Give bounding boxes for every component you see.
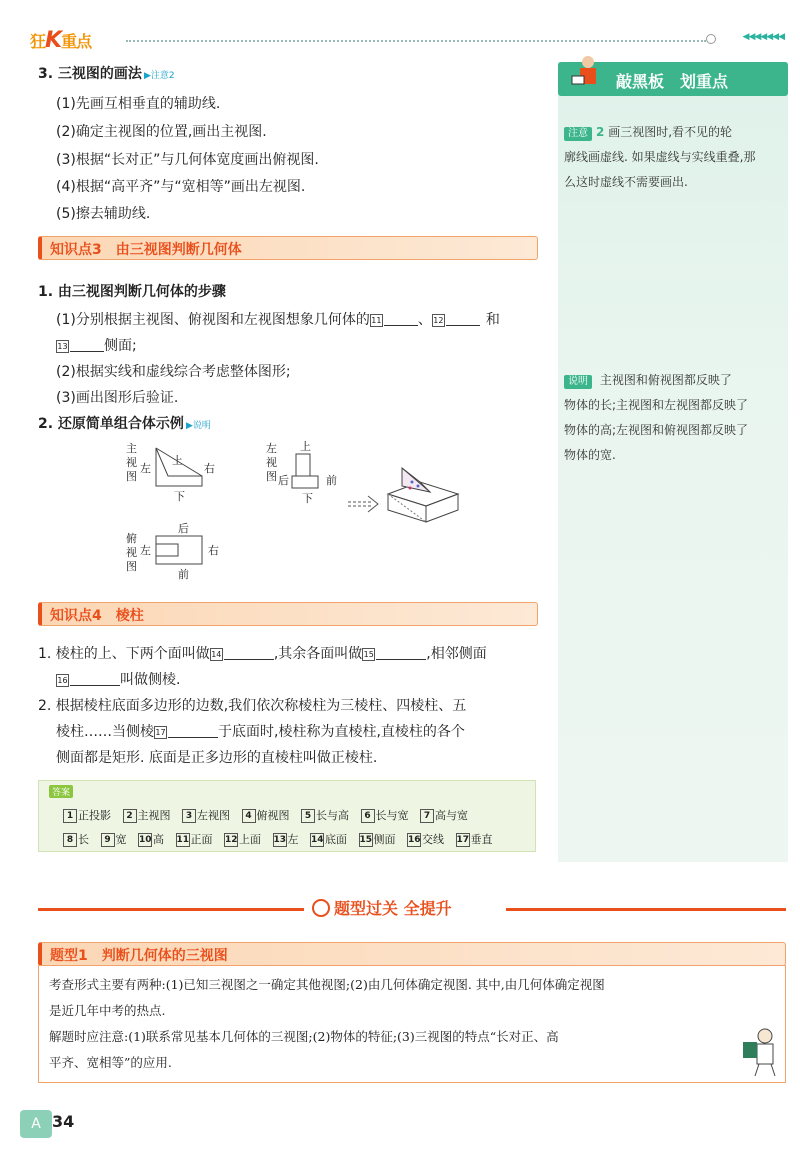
- note-1-line-2: 廓线画虚线. 如果虚线与实线重叠,那: [564, 150, 756, 164]
- type1-line-2: 是近几年中考的热点.: [49, 1003, 166, 1018]
- section3-step-1: (1)先画互相垂直的辅助线.: [56, 96, 221, 112]
- front-view: [126, 442, 215, 503]
- footer-a-icon: A: [20, 1110, 52, 1138]
- answer-item: [63, 809, 111, 822]
- kp3-line-2: (2)根据实线和虚线综合考虑整体图形;: [56, 364, 291, 380]
- top-view-inner: [156, 544, 178, 556]
- kp3-and: 和: [485, 312, 500, 328]
- answer-text: 长: [78, 833, 89, 846]
- answer-item: [301, 809, 349, 822]
- front-view-label-1: 主: [126, 442, 137, 455]
- answer-box: [38, 780, 536, 852]
- answer-text: 长与高: [316, 809, 349, 822]
- answer-number: 11: [176, 835, 190, 845]
- note-badge-icon: 说明: [564, 375, 592, 389]
- sidebar-note-2: [564, 368, 788, 468]
- sidebar-title: 敲黑板 划重点: [616, 72, 729, 91]
- answer-item: [273, 833, 299, 846]
- section3-step-3: (3)根据“长对正”与几何体宽度画出俯视图.: [56, 152, 319, 168]
- kp4-p1b: ,其余各面叫做: [273, 646, 363, 662]
- front-view-label-2: 视: [126, 456, 137, 469]
- answer-item: [310, 833, 347, 846]
- arrow-icon: [348, 496, 378, 512]
- blank-12[interactable]: [446, 312, 480, 326]
- answer-number: 10: [139, 835, 152, 845]
- logo: [30, 28, 91, 53]
- kp3-heading-2-tag: ▶说明: [185, 421, 211, 431]
- section3-tag: ▶注意2: [143, 71, 175, 81]
- top-view-front: 前: [178, 568, 189, 581]
- kp3-bar-text: 知识点3 由三视图判断几何体: [50, 242, 242, 258]
- answer-item: [407, 833, 444, 846]
- top-view-back: 后: [178, 522, 189, 535]
- blank-number-16: 16: [57, 676, 68, 685]
- teacher-icon: [568, 54, 608, 96]
- type1-box: [38, 965, 786, 1083]
- front-view-down: 下: [174, 490, 185, 503]
- answer-number: 16: [408, 835, 421, 845]
- banner-line-left: [38, 908, 304, 911]
- blank-number-15: 15: [363, 650, 374, 659]
- logo-k: K: [45, 28, 62, 53]
- kp4-para-1-cont: [56, 670, 180, 690]
- answer-number: 17: [456, 835, 470, 845]
- answer-text: 正面: [190, 833, 213, 846]
- blank-15[interactable]: [376, 646, 426, 660]
- banner-title: [312, 896, 452, 919]
- kp3-heading-1: 1. 由三视图判断几何体的步骤: [38, 284, 226, 300]
- answer-item: [101, 833, 127, 846]
- section3-step-5: (5)擦去辅助线.: [56, 206, 151, 222]
- note-1-text-1: 画三视图时,看不见的轮: [608, 125, 733, 139]
- type1-bar-text: 题型1 判断几何体的三视图: [50, 948, 228, 964]
- front-view-label-3: 图: [126, 470, 137, 483]
- kp4-p2c: 于底面时,棱柱称为直棱柱,直棱柱的各个: [218, 724, 465, 740]
- note-badge-icon: 注意: [564, 127, 592, 141]
- kp3-line-1a: (1)分别根据主视图、俯视图和左视图想象几何体的: [56, 312, 370, 328]
- answer-item: [63, 833, 89, 846]
- blank-number-11: 11: [371, 316, 382, 325]
- scholar-icon: [741, 1024, 781, 1078]
- banner-text: 题型过关 全提升: [334, 899, 452, 918]
- page-footer: [20, 1108, 82, 1142]
- answer-number: 15: [359, 835, 373, 845]
- section3-step-2: (2)确定主视图的位置,画出主视图.: [56, 124, 267, 140]
- section3-title-text: 3. 三视图的画法: [38, 66, 142, 82]
- logo-prefix: 狂: [30, 32, 46, 51]
- page-header: [30, 28, 790, 52]
- answer-number: 5: [301, 809, 315, 823]
- section3-title: [38, 64, 175, 86]
- answer-item: [359, 833, 396, 846]
- answer-row-1: [63, 807, 476, 823]
- top-view-outer: [156, 536, 202, 564]
- kp4-bar: [38, 602, 538, 626]
- answer-item: [420, 809, 468, 822]
- blank-number-13: 13: [57, 342, 68, 351]
- top-view-left: 左: [140, 544, 151, 557]
- answer-item: [176, 833, 213, 846]
- kp3-line-1: [56, 310, 500, 330]
- kp3-line-1-cont: [56, 336, 137, 356]
- front-view-left: 左: [140, 462, 151, 475]
- left-view-label-1: 左: [266, 442, 277, 455]
- answer-row-2: [63, 831, 501, 847]
- blank-11[interactable]: [384, 312, 418, 326]
- blank-17[interactable]: [168, 724, 218, 738]
- note-1-number: 2: [596, 125, 605, 139]
- answer-number: 9: [101, 833, 115, 847]
- answer-text: 长与宽: [375, 809, 409, 822]
- answer-number: 4: [242, 809, 256, 823]
- solid-3d: [388, 468, 458, 522]
- kp4-p1c: ,相邻侧面: [426, 646, 487, 662]
- note-1-line-3: 么这时虚线不需要画出.: [564, 175, 688, 189]
- note-2-line-1: [564, 368, 788, 393]
- left-view-front: 前: [326, 474, 337, 487]
- type1-bar: [38, 942, 786, 966]
- left-view-label-2: 视: [266, 456, 277, 469]
- page-number: 34: [52, 1112, 75, 1131]
- kp4-para-2-cont: [56, 722, 465, 742]
- note-1-line-1: [564, 120, 788, 145]
- answer-text: 俯视图: [256, 809, 290, 822]
- kp4-p2b: 棱柱……当侧棱: [56, 724, 154, 740]
- answer-number: 7: [420, 809, 434, 823]
- top-view-label-1: 俯: [126, 532, 137, 545]
- top-view-label-3: 图: [126, 560, 137, 573]
- answer-item: [242, 809, 290, 822]
- kp4-p1d: 叫做侧棱.: [120, 672, 181, 688]
- left-view-base: [292, 476, 318, 488]
- kp3-bar: [38, 236, 538, 260]
- three-view-diagram: [120, 438, 470, 588]
- answer-item: [182, 809, 230, 822]
- answer-text: 宽: [115, 833, 127, 846]
- blank-14[interactable]: [224, 646, 274, 660]
- answer-title: 答案: [49, 785, 73, 798]
- blank-16[interactable]: [70, 672, 120, 686]
- answer-number: 14: [311, 835, 324, 845]
- section3-step-4: (4)根据“高平齐”与“宽相等”画出左视图.: [56, 179, 306, 195]
- kp4-para-2: 2. 根据棱柱底面多边形的边数,我们依次称棱柱为三棱柱、四棱柱、五: [38, 698, 467, 714]
- sidebar-note-1: [564, 120, 788, 195]
- type1-line-1: 考查形式主要有两种:(1)已知三视图之一确定其他视图;(2)由几何体确定视图. 其中,由几何体确定视图: [49, 977, 605, 992]
- type1-line-3: 解题时应注意:(1)联系常见基本几何体的三视图;(2)物体的特征;(3)三视图的特点“长对正、高: [49, 1029, 559, 1044]
- banner-line-right: [506, 908, 786, 911]
- answer-number: 1: [63, 809, 77, 823]
- header-arrows-icon: ◀◀◀◀◀◀◀: [742, 32, 784, 42]
- left-view-down: 下: [302, 492, 313, 505]
- kp3-heading-2-text: 2. 还原简单组合体示例: [38, 416, 184, 432]
- answer-text: 上面: [239, 833, 261, 846]
- answer-item: [361, 809, 409, 822]
- answer-item: [123, 809, 171, 822]
- front-view-slant: [156, 448, 202, 476]
- type1-line-4: 平齐、宽相等”的应用.: [49, 1055, 172, 1070]
- left-view-label-3: 图: [266, 470, 277, 483]
- answer-text: 侧面: [373, 833, 396, 846]
- logo-suffix: 重点: [61, 32, 92, 51]
- note-2-line-2: 物体的长;主视图和左视图都反映了: [564, 398, 749, 412]
- front-view-up: 上: [172, 454, 183, 467]
- kp4-bar-text: 知识点4 棱柱: [50, 608, 144, 624]
- banner-icon: [312, 899, 330, 917]
- header-dotted-line: [126, 40, 706, 42]
- answer-item: [138, 833, 164, 846]
- answer-number: 8: [63, 833, 77, 847]
- kp3-line-1b: 侧面;: [104, 338, 137, 354]
- answer-number: 12: [225, 835, 238, 845]
- answer-text: 底面: [325, 833, 347, 846]
- left-view-up: 上: [300, 440, 311, 453]
- kp4-para-2-end: 侧面都是矩形. 底面是正多边形的直棱柱叫做正棱柱.: [56, 750, 378, 766]
- blank-13[interactable]: [70, 338, 104, 352]
- sidebar: [558, 62, 788, 862]
- kp4-para-1: [38, 644, 487, 664]
- answer-number: 6: [361, 809, 375, 823]
- answer-item: [456, 833, 493, 846]
- left-view: [266, 439, 337, 505]
- top-view-label-2: 视: [126, 546, 137, 559]
- answer-text: 高与宽: [435, 809, 468, 822]
- blank-number-12: 12: [433, 316, 444, 325]
- left-view-upper: [296, 454, 310, 476]
- blank-number-14: 14: [211, 650, 222, 659]
- header-circle-icon: [706, 34, 716, 44]
- answer-text: 主视图: [137, 809, 171, 822]
- kp3-sep: 、: [417, 312, 432, 328]
- top-view-right: 右: [208, 544, 219, 557]
- answer-text: 左: [287, 833, 299, 846]
- answer-number: 2: [123, 809, 137, 823]
- left-view-back: 后: [278, 474, 289, 487]
- sidebar-header: [558, 62, 788, 96]
- answer-item: [224, 833, 261, 846]
- answer-text: 正投影: [78, 809, 111, 822]
- answer-text: 左视图: [197, 809, 230, 822]
- blank-number-17: 17: [155, 728, 166, 737]
- top-view: [126, 522, 219, 581]
- answer-text: 交线: [422, 833, 444, 846]
- answer-text: 高: [153, 833, 164, 846]
- front-view-right: 右: [204, 462, 215, 475]
- note-2-text-1: 主视图和俯视图都反映了: [599, 373, 732, 387]
- kp3-heading-2: [38, 414, 211, 436]
- note-2-line-3: 物体的高;左视图和俯视图都反映了: [564, 423, 749, 437]
- answer-number: 3: [182, 809, 196, 823]
- answer-text: 垂直: [470, 833, 493, 846]
- kp3-line-3: (3)画出图形后验证.: [56, 390, 179, 406]
- answer-number: 13: [273, 835, 287, 845]
- kp4-p1a: 1. 棱柱的上、下两个面叫做: [38, 646, 210, 662]
- note-2-line-4: 物体的宽.: [564, 448, 616, 462]
